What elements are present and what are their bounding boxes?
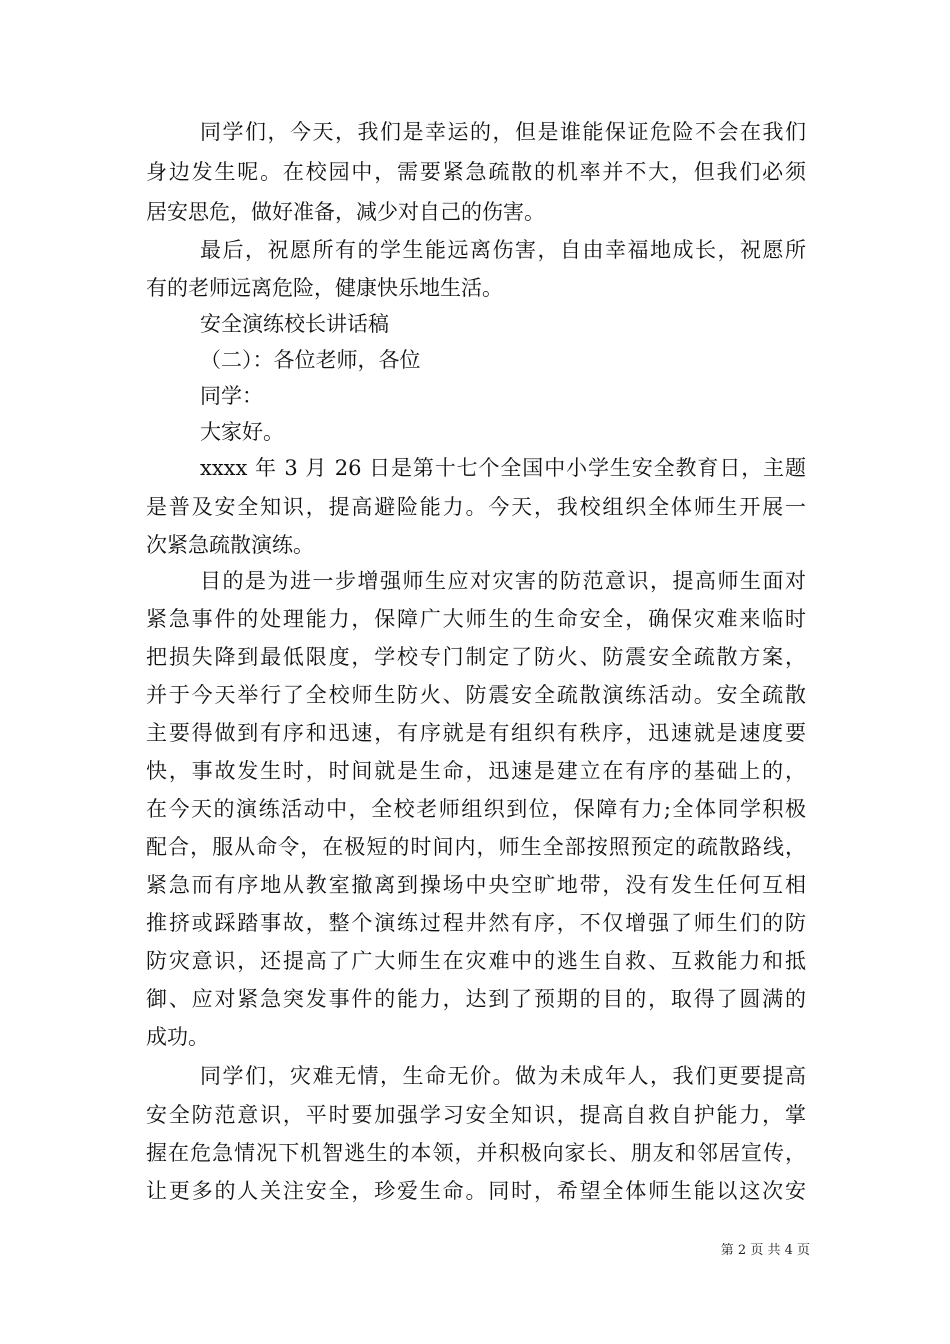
- paragraph-line: 主要得做到有序和迅速，有序就是有组织有秩序，迅速就是速度要: [146, 721, 806, 745]
- paragraph-line: 同学们，今天，我们是幸运的，但是谁能保证危险不会在我们: [200, 120, 806, 144]
- paragraph-line: 身边发生呢。在校园中，需要紧急疏散的机率并不大，但我们必须: [146, 160, 806, 184]
- paragraph-line: 成功。: [146, 1025, 209, 1049]
- paragraph-line: 防灾意识，还提高了广大师生在灾难中的逃生自救、互救能力和抵: [146, 949, 806, 973]
- paragraph-line: 配合，服从命令，在极短的时间内，师生全部按照预定的疏散路线，: [146, 835, 806, 859]
- paragraph-line: 同学们，灾难无情，生命无价。做为未成年人，我们更要提高: [200, 1064, 806, 1088]
- paragraph-line: 在今天的演练活动中，全校老师组织到位，保障有力;全体同学积极: [146, 797, 806, 821]
- paragraph-line: xxxx 年 3 月 26 日是第十七个全国中小学生安全教育日，主题: [200, 456, 806, 480]
- paragraph-line: 目的是为进一步增强师生应对灾害的防范意识，提高师生面对: [200, 569, 806, 593]
- paragraph-line: 有的老师远离危险，健康快乐地生活。: [146, 276, 503, 300]
- paragraph-line: 并于今天举行了全校师生防火、防震安全疏散演练活动。安全疏散: [146, 683, 806, 707]
- paragraph-line: 紧急而有序地从教室撤离到操场中央空旷地带，没有发生任何互相: [146, 873, 806, 897]
- paragraph-line: 居安思危，做好准备，减少对自己的伤害。: [146, 200, 545, 224]
- section-heading: （二）：各位老师，各位: [200, 348, 421, 372]
- paragraph-line: 紧急事件的处理能力，保障广大师生的生命安全，确保灾难来临时: [146, 607, 806, 631]
- paragraph-line: 快，事故发生时，时间就是生命，迅速是建立在有序的基础上的，: [146, 759, 806, 783]
- paragraph-line: 把损失降到最低限度，学校专门制定了防火、防震安全疏散方案，: [146, 645, 806, 669]
- greeting: 大家好。: [200, 420, 284, 444]
- paragraph-line: 御、应对紧急突发事件的能力，达到了预期的目的，取得了圆满的: [146, 987, 806, 1011]
- salutation: 同学：: [200, 384, 263, 408]
- paragraph-line: 让更多的人关注安全，珍爱生命。同时，希望全体师生能以这次安: [146, 1179, 806, 1203]
- speech-title: 安全演练校长讲话稿: [200, 312, 389, 336]
- paragraph-line: 是普及安全知识，提高避险能力。今天，我校组织全体师生开展一: [146, 495, 806, 519]
- paragraph-line: 次紧急疏散演练。: [146, 533, 314, 557]
- page-number: 第 2 页 共 4 页: [720, 1243, 810, 1258]
- paragraph-line: 推挤或踩踏事故，整个演练过程井然有序，不仅增强了师生们的防: [146, 911, 806, 935]
- paragraph-line: 最后，祝愿所有的学生能远离伤害，自由幸福地成长，祝愿所: [200, 238, 806, 262]
- paragraph-line: 握在危急情况下机智逃生的本领，并积极向家长、朋友和邻居宣传，: [146, 1141, 806, 1165]
- paragraph-line: 安全防范意识，平时要加强学习安全知识，提高自救自护能力，掌: [146, 1103, 806, 1127]
